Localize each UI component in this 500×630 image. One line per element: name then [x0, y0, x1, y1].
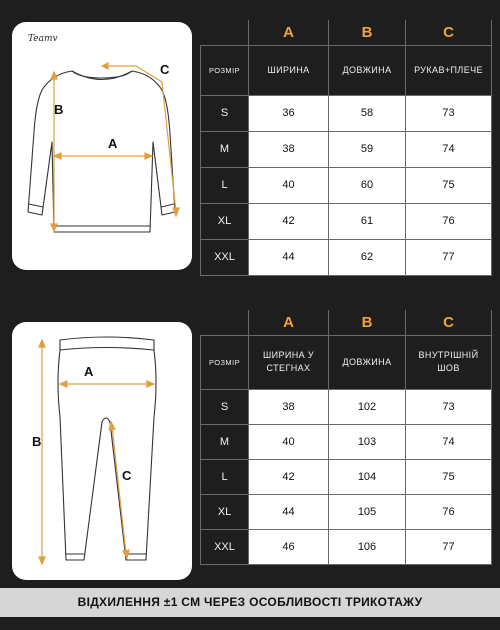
value-cell-c: 74: [406, 131, 492, 167]
size-cell: XL: [201, 494, 249, 529]
header-length: ДОВЖИНА: [329, 45, 406, 95]
value-cell-c: 73: [406, 95, 492, 131]
value-cell-a: 46: [249, 529, 329, 564]
pants-size-table: [200, 310, 492, 565]
column-letter-c: C: [406, 310, 492, 335]
size-cell: M: [201, 131, 249, 167]
header-size: РОЗМІР: [201, 335, 249, 389]
measure-label-b: B: [32, 434, 42, 449]
table-row: [201, 389, 492, 424]
value-cell-b: 102: [329, 389, 406, 424]
value-cell-a: 44: [249, 494, 329, 529]
value-cell-c: 77: [406, 529, 492, 564]
table-row: [201, 131, 492, 167]
size-cell: L: [201, 167, 249, 203]
value-cell-c: 74: [406, 424, 492, 459]
header-row: [201, 335, 492, 389]
value-cell-c: 76: [406, 203, 492, 239]
value-cell-c: 77: [406, 239, 492, 275]
shirt-outline-icon: [12, 22, 192, 270]
value-cell-a: 38: [249, 389, 329, 424]
table-row: [201, 494, 492, 529]
header-size: РОЗМІР: [201, 45, 249, 95]
size-cell: M: [201, 424, 249, 459]
measure-label-b: B: [54, 102, 64, 117]
value-cell-a: 42: [249, 203, 329, 239]
value-cell-a: 38: [249, 131, 329, 167]
value-cell-b: 59: [329, 131, 406, 167]
shirt-size-table: [200, 20, 492, 276]
table-row: [201, 529, 492, 564]
table-row: [201, 95, 492, 131]
value-cell-b: 58: [329, 95, 406, 131]
value-cell-b: 105: [329, 494, 406, 529]
header-row: [201, 45, 492, 95]
value-cell-a: 36: [249, 95, 329, 131]
value-cell-b: 103: [329, 424, 406, 459]
footer-note: ВІДХИЛЕННЯ ±1 СМ ЧЕРЕЗ ОСОБЛИВОСТІ ТРИКОТАЖУ: [0, 588, 500, 617]
measure-label-a: A: [108, 136, 118, 151]
column-letter-c: C: [406, 20, 492, 45]
size-cell: XL: [201, 203, 249, 239]
size-cell: XXL: [201, 239, 249, 275]
measure-letters-row: [201, 310, 492, 335]
value-cell-b: 104: [329, 459, 406, 494]
value-cell-a: 40: [249, 424, 329, 459]
value-cell-c: 75: [406, 459, 492, 494]
measure-letters-row: [201, 20, 492, 45]
value-cell-c: 75: [406, 167, 492, 203]
column-letter-b: B: [329, 20, 406, 45]
table-row: [201, 167, 492, 203]
header-hip-width: ШИРИНА У СТЕГНАХ: [249, 335, 329, 389]
value-cell-c: 73: [406, 389, 492, 424]
table-row: [201, 203, 492, 239]
header-length: ДОВЖИНА: [329, 335, 406, 389]
column-letter-a: A: [249, 310, 329, 335]
measure-label-c: C: [122, 468, 132, 483]
brand-logo: Teamv: [28, 34, 58, 44]
table-row: [201, 424, 492, 459]
table-row: [201, 459, 492, 494]
value-cell-b: 60: [329, 167, 406, 203]
value-cell-b: 62: [329, 239, 406, 275]
header-width: ШИРИНА: [249, 45, 329, 95]
value-cell-b: 61: [329, 203, 406, 239]
column-letter-b: B: [329, 310, 406, 335]
size-cell: S: [201, 389, 249, 424]
measure-label-a: A: [84, 364, 94, 379]
value-cell-a: 44: [249, 239, 329, 275]
header-sleeve: РУКАВ+ПЛЕЧЕ: [406, 45, 492, 95]
size-cell: S: [201, 95, 249, 131]
column-letter-a: A: [249, 20, 329, 45]
value-cell-c: 76: [406, 494, 492, 529]
measure-label-c: C: [160, 62, 170, 77]
size-cell: XXL: [201, 529, 249, 564]
pants-diagram-card: [12, 322, 192, 580]
size-cell: L: [201, 459, 249, 494]
shirt-diagram-card: [12, 22, 192, 270]
table-row: [201, 239, 492, 275]
value-cell-a: 40: [249, 167, 329, 203]
pants-outline-icon: [12, 322, 192, 580]
value-cell-b: 106: [329, 529, 406, 564]
value-cell-a: 42: [249, 459, 329, 494]
header-inseam: ВНУТРІШНІЙ ШОВ: [406, 335, 492, 389]
